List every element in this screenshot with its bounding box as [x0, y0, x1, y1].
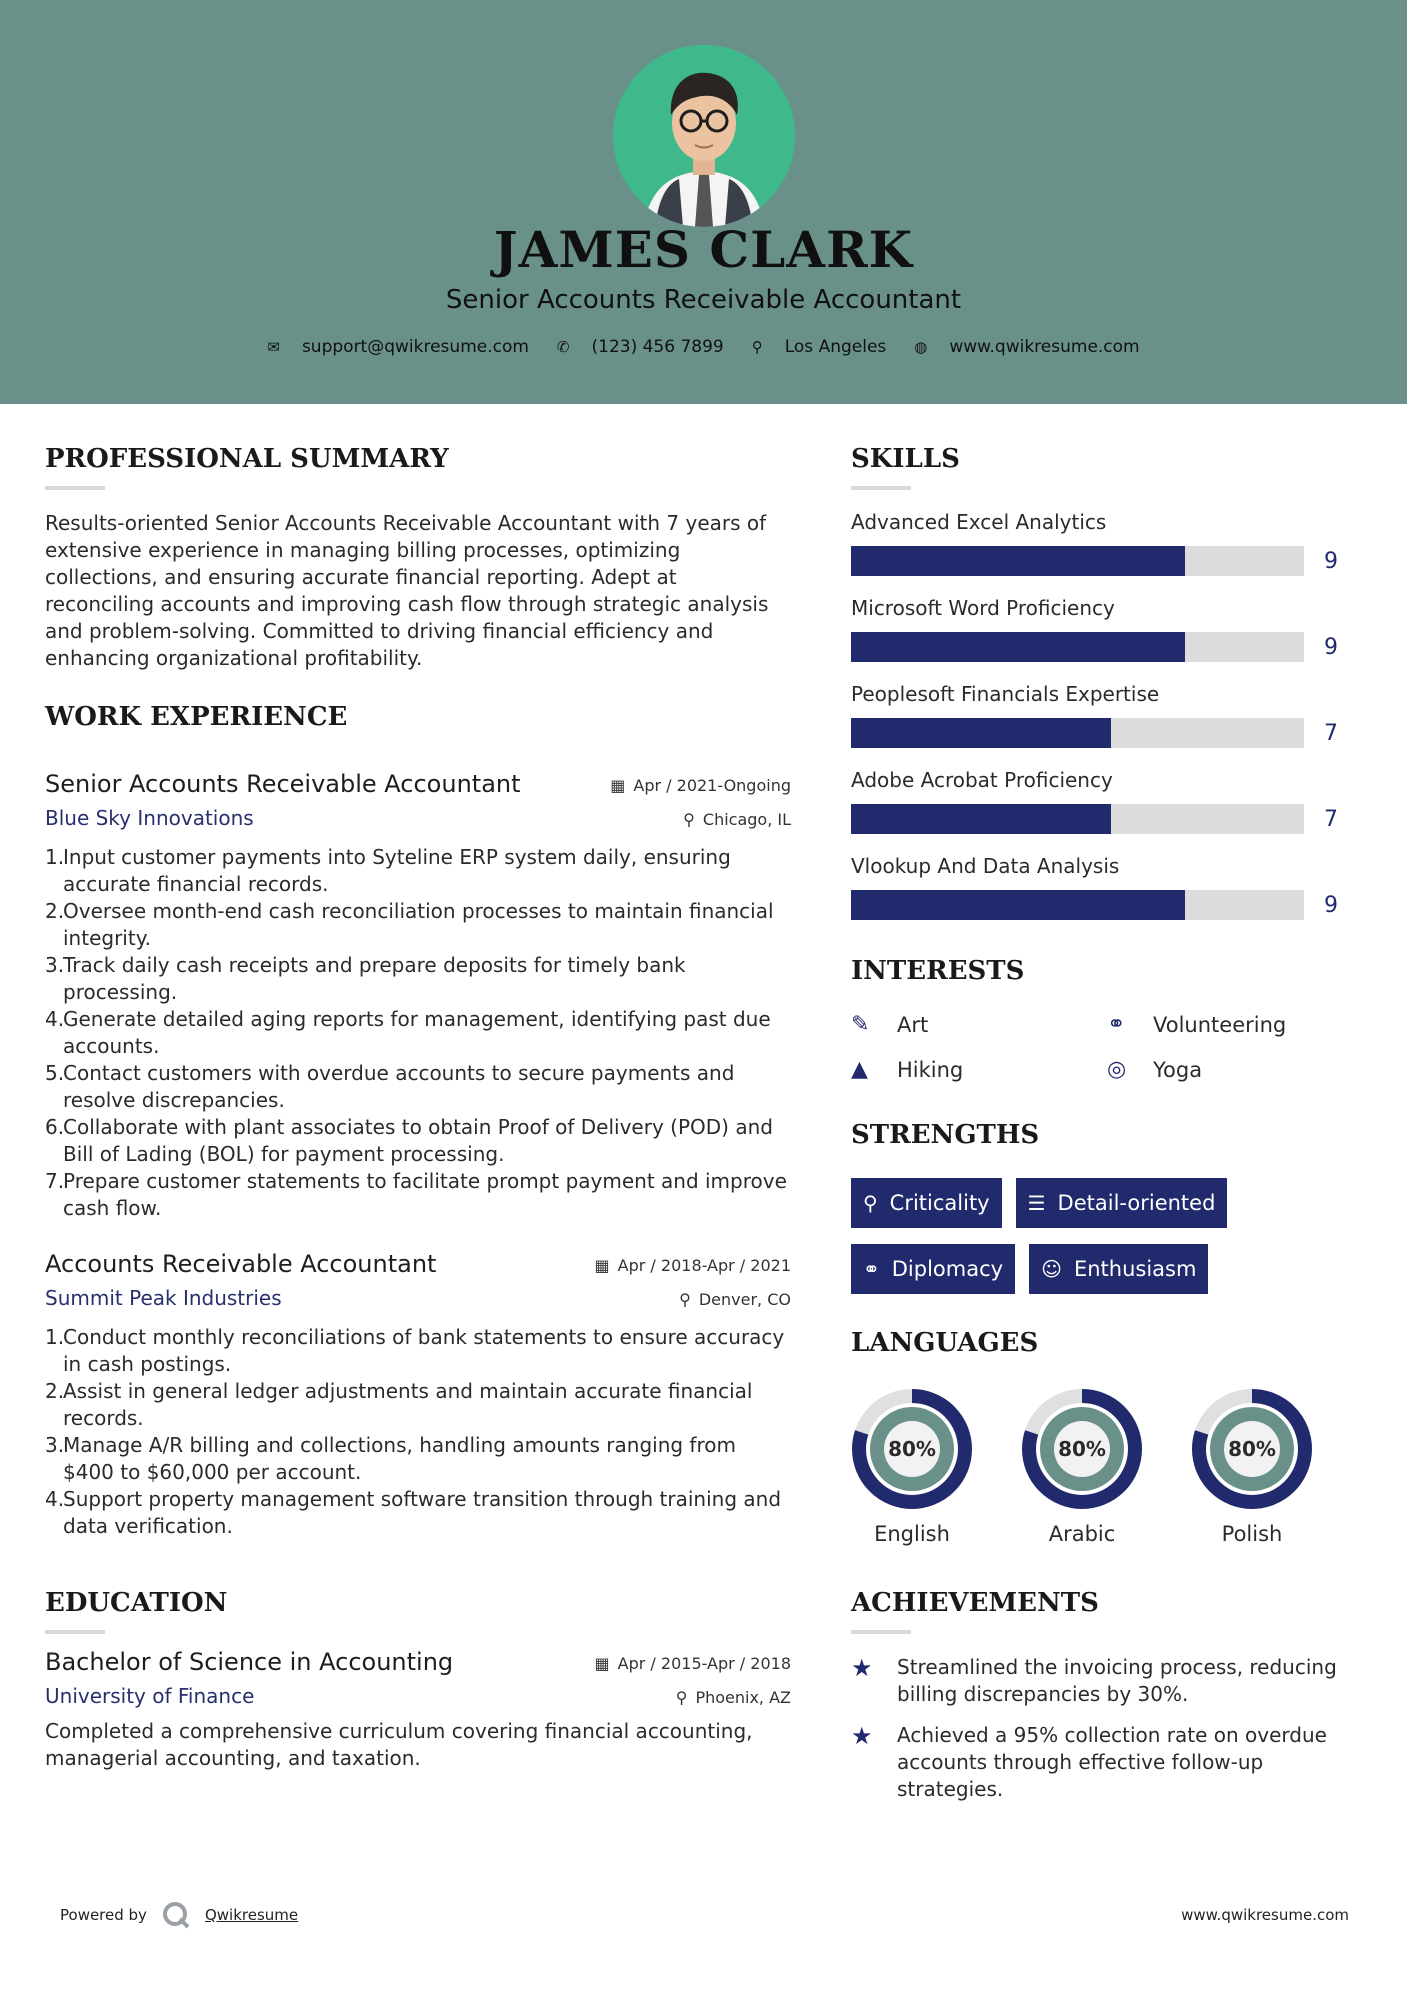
qwikresume-logo-icon	[161, 1900, 191, 1930]
achievement-text: Achieved a 95% collection rate on overdue accounts through effective follow-up strategies.	[897, 1723, 1327, 1801]
paintbrush-icon: ✎	[851, 1012, 870, 1037]
handshake-icon: ⚭	[1107, 1012, 1126, 1037]
skill-row	[851, 718, 1361, 748]
skills-section	[851, 444, 1361, 920]
contact-email[interactable]	[267, 337, 529, 357]
language-percent: 80%	[888, 1437, 936, 1461]
interest-item	[1107, 1012, 1363, 1037]
skill-bar-fill	[851, 718, 1111, 748]
skill-value: 7	[1324, 720, 1338, 746]
map-pin-icon: ⚲	[751, 338, 763, 356]
duty-list	[45, 844, 791, 1222]
strength-label: Detail-oriented	[1057, 1191, 1216, 1215]
strength-tag	[1029, 1244, 1208, 1294]
language-percent: 80%	[1228, 1437, 1276, 1461]
handshake-icon: ⚭	[863, 1257, 880, 1281]
skill-bar-fill	[851, 546, 1185, 576]
phone-text: (123) 456 7899	[591, 337, 724, 357]
calendar-icon: ▦	[594, 1654, 610, 1673]
skill-row	[851, 890, 1361, 920]
education-location	[676, 1688, 791, 1707]
website-text: www.qwikresume.com	[949, 337, 1140, 357]
interest-item	[1107, 1057, 1363, 1082]
job-title: Accounts Receivable Accountant	[45, 1250, 437, 1278]
achievement-text: Streamlined the invoicing process, reducing billing discrepancies by 30%.	[897, 1655, 1337, 1706]
summary-section	[45, 444, 791, 672]
company-name: Summit Peak Industries	[45, 1286, 282, 1310]
interests-grid	[851, 1012, 1361, 1082]
tree-icon: ▲	[851, 1057, 868, 1082]
language-item	[1021, 1388, 1191, 1546]
skill-value: 9	[1324, 892, 1338, 918]
company-name: Blue Sky Innovations	[45, 806, 254, 830]
skill-bar	[851, 804, 1304, 834]
language-name: Polish	[1221, 1522, 1283, 1546]
achievement-item	[851, 1722, 1361, 1803]
education-subheader	[45, 1684, 791, 1708]
interest-label: Volunteering	[1153, 1012, 1287, 1037]
interest-label: Hiking	[897, 1057, 964, 1082]
pin-icon: ⚲	[675, 1688, 688, 1707]
job-title: Senior Accounts Receivable Accountant	[45, 770, 521, 798]
section-divider	[45, 1630, 105, 1634]
list-item: 6. Collaborate with plant associates to obtain Proof of Delivery (POD) and Bill of Lading (BOL) for payment processing.	[45, 1115, 773, 1166]
section-heading: WORK EXPERIENCE	[45, 702, 348, 732]
job-header	[45, 770, 791, 798]
skill-value: 9	[1324, 634, 1338, 660]
skill-bar	[851, 718, 1304, 748]
smile-icon: ☺	[1041, 1257, 1062, 1281]
pin-icon: ⚲	[679, 1290, 691, 1309]
contact-phone[interactable]	[557, 337, 724, 357]
achievement-item	[851, 1654, 1361, 1708]
section-heading: PROFESSIONAL SUMMARY	[45, 444, 449, 474]
skill-item	[851, 768, 1361, 834]
skill-label: Advanced Excel Analytics	[851, 510, 1107, 534]
left-column	[45, 444, 791, 1772]
section-divider	[851, 486, 911, 490]
calendar-icon: ▦	[610, 776, 626, 795]
search-icon: ⚲	[863, 1191, 878, 1215]
section-heading: INTERESTS	[851, 956, 1025, 986]
language-list	[851, 1388, 1361, 1546]
list-item: 3. Track daily cash receipts and prepare deposits for timely bank processing.	[45, 953, 686, 1004]
interests-section	[851, 956, 1361, 1082]
strength-tag	[1016, 1178, 1228, 1228]
star-icon: ★	[851, 1722, 873, 1750]
dates-text: Apr / 2021-Ongoing	[633, 776, 791, 795]
list-item: 3. Manage A/R billing and collections, handling amounts ranging from $400 to $60,000 per account.	[45, 1433, 736, 1484]
job-location	[683, 810, 791, 829]
dates-text: Apr / 2015-Apr / 2018	[617, 1654, 791, 1673]
list-item: 7. Prepare customer statements to facilitate prompt payment and improve cash flow.	[45, 1169, 787, 1220]
skill-item	[851, 854, 1361, 920]
footer-powered-by	[60, 1900, 298, 1930]
skill-label: Vlookup And Data Analysis	[851, 854, 1120, 878]
skill-value: 9	[1324, 548, 1338, 574]
skill-label: Microsoft Word Proficiency	[851, 596, 1115, 620]
skill-bar-fill	[851, 632, 1185, 662]
profile-photo	[613, 45, 795, 227]
brand-link[interactable]: Qwikresume	[204, 1906, 299, 1924]
interest-item	[851, 1057, 1107, 1082]
strength-tag	[851, 1178, 1002, 1228]
skill-item	[851, 682, 1361, 748]
strength-label: Diplomacy	[891, 1257, 1004, 1281]
star-icon: ★	[851, 1654, 873, 1682]
list-item: 4. Generate detailed aging reports for management, identifying past due accounts.	[45, 1007, 771, 1058]
contact-location	[752, 337, 887, 357]
powered-by-text: Powered by	[60, 1906, 147, 1924]
section-divider	[851, 1630, 911, 1634]
language-ring	[1021, 1388, 1143, 1510]
summary-text: Results-oriented Senior Accounts Receivable Accountant with 7 years of extensive experience in managing billing processes, optimizing collections, and ensuring accurate financial reporting. Adept at reconciling accounts and improving cash flow through strategic analysis and problem-solving. Committed to driving financial efficiency and enhancing organizational profitability.	[45, 511, 769, 670]
candidate-name: JAMES CLARK	[493, 220, 914, 279]
language-item	[1191, 1388, 1361, 1546]
resume-header	[0, 0, 1407, 404]
skill-label: Adobe Acrobat Proficiency	[851, 768, 1113, 792]
email-text: support@qwikresume.com	[301, 337, 529, 357]
skill-bar	[851, 546, 1304, 576]
job-subheader	[45, 806, 791, 830]
calendar-icon: ▦	[594, 1256, 610, 1275]
section-heading: STRENGTHS	[851, 1120, 1040, 1150]
education-dates	[595, 1654, 791, 1673]
life-ring-icon: ◎	[1107, 1057, 1127, 1082]
skill-bar	[851, 890, 1304, 920]
skill-item	[851, 596, 1361, 662]
skill-label: Peoplesoft Financials Expertise	[851, 682, 1160, 706]
language-item	[851, 1388, 1021, 1546]
school-name: University of Finance	[45, 1684, 255, 1708]
job-entry	[45, 770, 791, 1222]
list-item: 2. Oversee month-end cash reconciliation processes to maintain financial integrity.	[45, 899, 774, 950]
skills-list	[851, 510, 1361, 920]
location-text: Los Angeles	[784, 337, 887, 357]
skill-row	[851, 632, 1361, 662]
strengths-section	[851, 1120, 1361, 1294]
candidate-title: Senior Accounts Receivable Accountant	[445, 285, 962, 315]
section-divider	[45, 486, 105, 490]
interest-item	[851, 1012, 1107, 1037]
strength-label: Enthusiasm	[1073, 1257, 1197, 1281]
language-ring	[1191, 1388, 1313, 1510]
skill-item	[851, 510, 1361, 576]
section-heading: SKILLS	[851, 444, 960, 474]
interest-label: Art	[897, 1012, 929, 1037]
list-item: 5. Contact customers with overdue accounts to secure payments and resolve discrepancies.	[45, 1061, 735, 1112]
list-item: 4. Support property management software transition through training and data verification.	[45, 1487, 782, 1538]
list-icon: ☰	[1027, 1191, 1046, 1215]
contact-website[interactable]	[914, 337, 1139, 357]
section-heading: LANGUAGES	[851, 1328, 1039, 1358]
skill-value: 7	[1324, 806, 1338, 832]
strength-tag	[851, 1244, 1015, 1294]
language-name: Arabic	[1048, 1522, 1116, 1546]
dates-text: Apr / 2018-Apr / 2021	[617, 1256, 791, 1275]
avatar-illustration	[613, 45, 795, 227]
right-column	[851, 444, 1361, 1803]
degree-title: Bachelor of Science in Accounting	[45, 1648, 454, 1676]
education-header	[45, 1648, 791, 1676]
job-subheader	[45, 1286, 791, 1310]
job-location	[679, 1290, 791, 1309]
skill-bar	[851, 632, 1304, 662]
achievements-section	[851, 1588, 1361, 1803]
language-name: English	[874, 1522, 950, 1546]
footer-website[interactable]: www.qwikresume.com	[1181, 1906, 1349, 1924]
list-item: 1. Input customer payments into Syteline ERP system daily, ensuring accurate financial records.	[45, 845, 731, 896]
education-text: Completed a comprehensive curriculum covering financial accounting, managerial accounting, and taxation.	[45, 1719, 753, 1770]
list-item: 2. Assist in general ledger adjustments and maintain accurate financial records.	[45, 1379, 753, 1430]
envelope-icon: ✉	[267, 338, 280, 356]
interest-label: Yoga	[1153, 1057, 1203, 1082]
skill-bar-fill	[851, 804, 1111, 834]
section-heading: EDUCATION	[45, 1588, 228, 1618]
skill-row	[851, 804, 1361, 834]
skill-bar-fill	[851, 890, 1185, 920]
languages-section	[851, 1328, 1361, 1546]
duty-list	[45, 1324, 791, 1540]
language-ring	[851, 1388, 973, 1510]
strength-tags	[851, 1178, 1321, 1294]
contact-bar	[0, 337, 1407, 357]
globe-icon: ◍	[914, 338, 928, 356]
location-text: Denver, CO	[698, 1290, 791, 1309]
language-percent: 80%	[1058, 1437, 1106, 1461]
location-text: Phoenix, AZ	[695, 1688, 791, 1707]
skill-row	[851, 546, 1361, 576]
experience-section	[45, 702, 791, 1540]
job-header	[45, 1250, 791, 1278]
phone-icon: ✆	[556, 338, 570, 356]
list-item: 1. Conduct monthly reconciliations of bank statements to ensure accuracy in cash postings.	[45, 1325, 785, 1376]
job-dates	[610, 776, 791, 795]
pin-icon: ⚲	[683, 810, 695, 829]
section-heading: ACHIEVEMENTS	[851, 1588, 1099, 1618]
strength-label: Criticality	[889, 1191, 990, 1215]
job-entry	[45, 1250, 791, 1540]
job-dates	[595, 1256, 791, 1275]
education-section	[45, 1588, 791, 1772]
location-text: Chicago, IL	[702, 810, 791, 829]
